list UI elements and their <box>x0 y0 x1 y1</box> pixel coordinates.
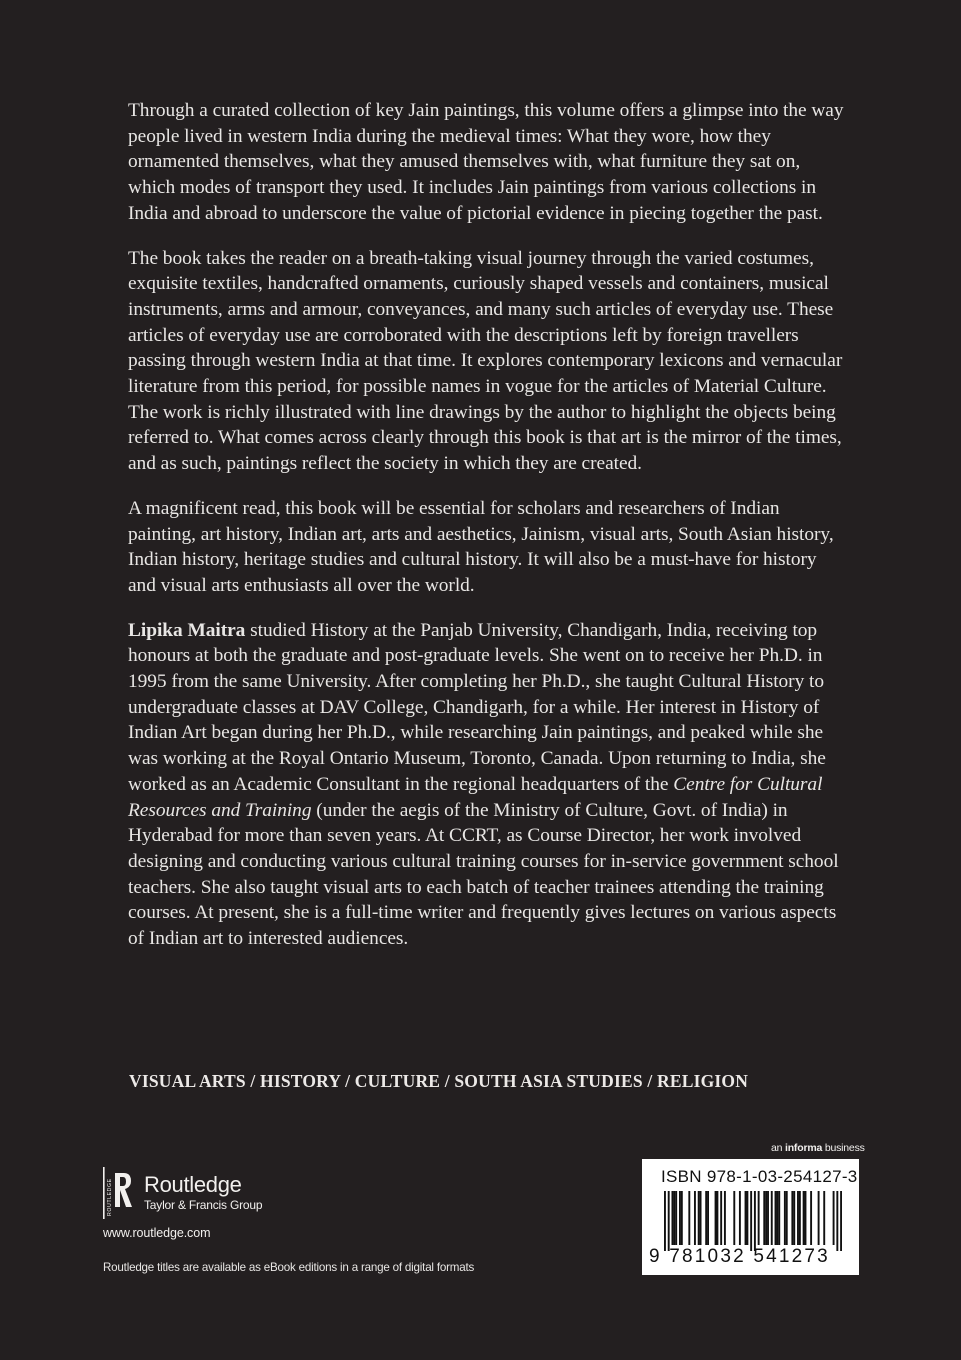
barcode-bars <box>664 1191 842 1251</box>
barcode-bar <box>765 1191 767 1245</box>
routledge-logo-icon <box>102 1165 134 1221</box>
barcode-bar <box>771 1191 773 1245</box>
barcode-bar <box>786 1191 788 1245</box>
publisher-name: Routledge <box>144 1172 242 1197</box>
barcode-bar <box>668 1191 670 1251</box>
barcode-bar <box>739 1191 741 1245</box>
barcode-digits: 9 781032 541273 <box>649 1246 830 1267</box>
subject-categories: VISUAL ARTS / HISTORY / CULTURE / SOUTH ASIA STUDIES / RELIGION <box>129 1071 749 1091</box>
barcode-bar <box>733 1191 735 1245</box>
ebook-availability-note: Routledge titles are available as eBook editions in a range of digital formats <box>103 1261 475 1274</box>
barcode-bar <box>664 1191 666 1251</box>
blurb-paragraph-1: Through a curated collection of key Jain paintings, this volume offers a glimpse into the way people lived in western India during the medieval times: What they wore, how they ornamented themselves, what they amused themselves with, what furniture they sat on, which modes of transport they used. It includes Jain paintings from various collections in India and abroad to underscore the value of pictorial evidence in piecing together the past. <box>128 100 844 224</box>
barcode-bar <box>675 1191 677 1245</box>
barcode-bar <box>679 1191 681 1245</box>
informa-business-tag <box>771 1142 865 1154</box>
informa-suffix: business <box>822 1142 865 1154</box>
barcode-bar <box>681 1191 683 1245</box>
barcode-bar <box>763 1191 765 1245</box>
barcode-bar <box>776 1191 778 1245</box>
author-name: Lipika Maitra <box>128 619 246 641</box>
barcode-bar <box>745 1191 747 1245</box>
isbn-label: ISBN 978-1-03-254127-3 <box>661 1167 858 1186</box>
isbn-barcode <box>642 1159 859 1275</box>
barcode-bar <box>694 1191 696 1245</box>
barcode-bar <box>840 1191 842 1251</box>
barcode-bar <box>799 1191 801 1245</box>
back-cover-description <box>128 98 848 971</box>
barcode-bar <box>767 1191 769 1245</box>
informa-brand: informa <box>785 1142 823 1154</box>
barcode-bar <box>793 1191 795 1245</box>
publisher-logo <box>102 1165 262 1221</box>
barcode-bar <box>836 1191 838 1251</box>
barcode-bar <box>707 1191 709 1245</box>
author-bio-text-1: studied History at the Panjab University, Chandigarh, India, receiving top honours at both the graduate and post-graduate levels. She went on to receive her Ph.D. in 1995 from the same University. After completing her Ph.D., she taught Cultural History to undergraduate classes at DAV College, Chandigarh, for a while. Her interest in History of Indian Art began during her Ph.D., while researching Jain paintings, and peaked while she was working at the Royal Ontario Museum, Toronto, Canada. Upon returning to India, she worked as an Academic Consultant in the regional headquarters of the <box>128 619 826 795</box>
barcode-bar <box>778 1191 780 1245</box>
barcode-bar <box>705 1191 707 1245</box>
barcode-bar <box>818 1191 820 1245</box>
barcode-bar <box>700 1191 702 1245</box>
logo-vertical-text: ROUTLEDGE <box>107 1178 113 1216</box>
author-bio-institution: Centre for Cultural Resources and Training <box>128 773 823 821</box>
barcode-bar <box>673 1191 675 1245</box>
barcode-bar <box>716 1191 718 1245</box>
barcode-bar <box>715 1191 717 1245</box>
barcode-bar <box>671 1191 673 1245</box>
barcode-bar <box>724 1191 726 1245</box>
barcode-bar <box>775 1191 777 1245</box>
barcode-bar <box>784 1191 786 1245</box>
blurb-paragraph-2: The book takes the reader on a breath-taking visual journey through the varied costumes, exquisite textiles, handcrafted ornaments, curiously shaped vessels and containers, musical instruments, arms and armour, conveyances, and many such articles of everyday use. These articles of everyday use are corroborated with the descriptions left by foreign travellers passing through western India at that time. It explores contemporary lexicons and vernacular literature from this period, for possible names in vogue for the articles of Material Culture. The work is richly illustrated with line drawings by the author to highlight the objects being referred to. What comes across clearly through this book is that art is the mirror of the times, and as such, paintings reflect the society in which they are created. <box>128 247 843 475</box>
barcode-bar <box>698 1191 700 1245</box>
barcode-bar <box>754 1191 756 1251</box>
author-bio <box>128 618 848 952</box>
barcode-bar <box>758 1191 760 1245</box>
barcode-bar <box>746 1191 748 1245</box>
publisher-website: www.routledge.com <box>103 1226 211 1240</box>
barcode-bar <box>688 1191 690 1245</box>
barcode-bar <box>823 1191 825 1245</box>
barcode-bar <box>797 1191 799 1245</box>
publisher-group: Taylor & Francis Group <box>144 1198 263 1212</box>
barcode-bar <box>805 1191 807 1245</box>
barcode-bar <box>720 1191 722 1245</box>
author-bio-text-2: (under the aegis of the Ministry of Culture, Govt. of India) in Hyderabad for more than seven years. At CCRT, as Course Director, her work involved designing and conducting various cultural training courses for in-service government school teachers. She also taught visual arts to each batch of teacher trainees attending the training courses. At present, she is a full-time writer and frequently gives lectures on various aspects of Indian art to interested audiences. <box>128 799 839 950</box>
barcode-bar <box>803 1191 805 1245</box>
blurb-paragraph-3: A magnificent read, this book will be essential for scholars and researchers of Indian painting, art history, Indian art, arts and aesthetics, Jainism, visual arts, South Asian history, Indian history, heritage studies and cultural history. It will also be a must-have for history and visual arts enthusiasts all over the world. <box>128 497 834 596</box>
barcode-bar <box>810 1191 812 1245</box>
barcode-bar <box>750 1191 752 1251</box>
barcode-bar <box>791 1191 793 1245</box>
informa-prefix: an <box>771 1142 785 1154</box>
barcode-bar <box>833 1191 835 1245</box>
